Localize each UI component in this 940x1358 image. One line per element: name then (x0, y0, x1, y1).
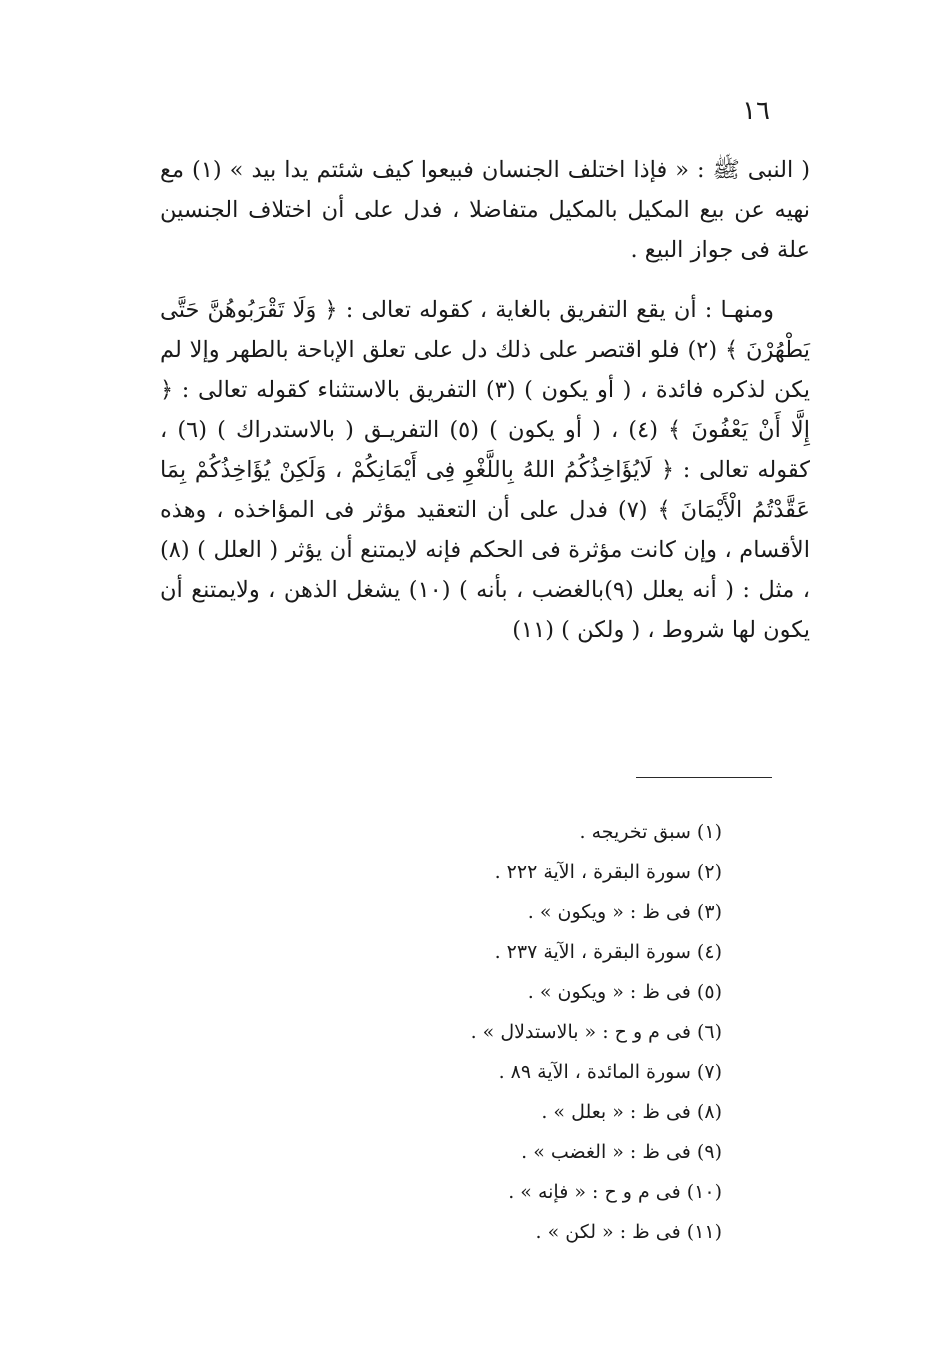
main-text (160, 150, 810, 650)
footnote-8: (٨) فى ظ : « بعلل » . (541, 1101, 722, 1123)
footnote-2: (٢) سورة البقرة ، الآية ٢٢٢ . (494, 861, 722, 883)
paragraph-1: ( النبى ﷺ : « فإذا اختلف الجنسان فبيعوا كيف شئتم يدا بيد » (١) مع نهيه عن بيع المكيل بالمكيل متفاضلا ، فدل على أن اختلاف الجنسين علة فى جواز البيع . (160, 157, 810, 263)
footnote-6: (٦) فى م و ح : « بالاستدلال » . (470, 1021, 722, 1043)
footnote-7: (٧) سورة المائدة ، الآية ٨٩ . (498, 1061, 722, 1083)
footnote-1: (١) سبق تخريجه . (579, 821, 722, 843)
footnote-separator (636, 777, 772, 778)
footnote-11: (١١) فى ظ : « لكن » . (535, 1221, 722, 1243)
footnote-5: (٥) فى ظ : « ويكون » . (527, 981, 722, 1003)
footnotes-list (471, 812, 722, 1252)
page-number: ١٦ (742, 96, 770, 126)
footnote-4: (٤) سورة البقرة ، الآية ٢٣٧ . (494, 941, 722, 963)
footnote-9: (٩) فى ظ : « الغضب » . (521, 1141, 722, 1163)
paragraph-2: ومنهـا : أن يقع التفريق بالغاية ، كقوله تعالى : ﴿ وَلَا تَقْرَبُوهُنَّ حَتَّى يَطْهُرْنَ ﴾ (٢) فلو اقتصر على ذلك دل على تعلق الإباحة بالطهر وإلا لم يكن لذكره فائدة ، ( أو يكون ) (٣) التفريق بالاستثناء كقوله تعالى : ﴿ إِلَّا أَنْ يَعْفُونَ ﴾ (٤) ، ( أو يكون ) (٥) التفريـق ( بالاستدراك ) (٦) ، كقوله تعالى : ﴿ لَايُؤَاخِذُكُمُ اللهُ بِاللَّغْوِ فِى أَيْمَانِكُمْ ، وَلَكِنْ يُؤَاخِذُكُمْ بِمَا عَقَّدْتُمُ الْأَيْمَانَ ﴾ (٧) فدل على أن التعقيد مؤثر فى المؤاخذه ، وهذه الأقسام ، وإن كانت مؤثرة فى الحكم فإنه لايمتنع أن يؤثر ( العلل ) (٨) ، مثل : ( أنه يعلل (٩)بالغضب ، بأنه ) (١٠) يشغل الذهن ، ولايمتنع أن يكون لها شروط ، ( ولكن ) (١١) (160, 297, 810, 643)
footnote-10: (١٠) فى م و ح : « فإنه » . (508, 1181, 722, 1203)
footnote-3: (٣) فى ظ : « ويكون » . (527, 901, 722, 923)
